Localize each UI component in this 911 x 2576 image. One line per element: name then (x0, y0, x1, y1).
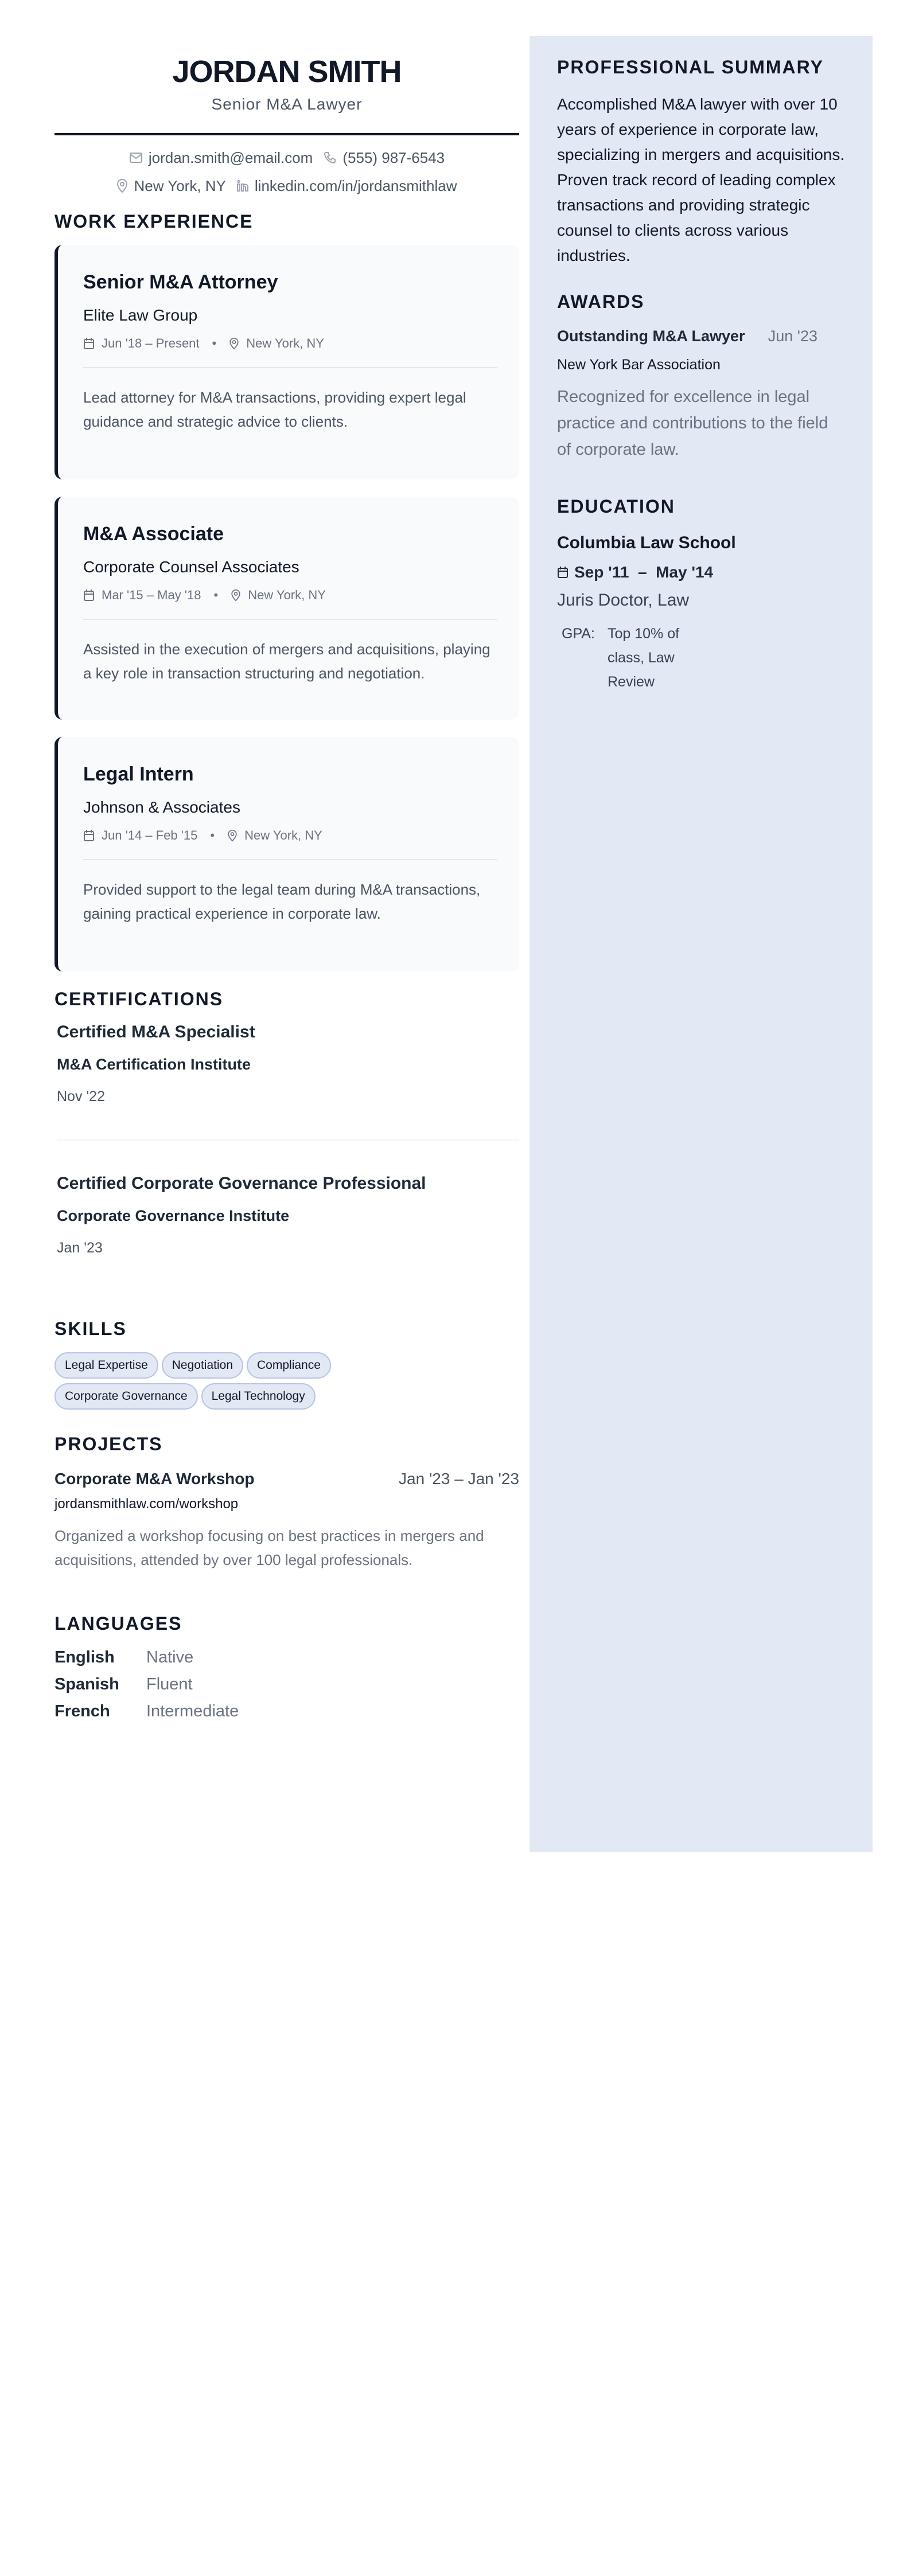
skill-chip: Corporate Governance (54, 1383, 198, 1410)
email-text: jordan.smith@email.com (148, 149, 313, 166)
gpa-label: GPA: (562, 626, 595, 642)
location-pin-icon (231, 589, 241, 602)
resume-header (54, 53, 519, 195)
award-description: Recognized for excellence in legal practice and contributions to the field of corporate law. (557, 388, 828, 459)
project-name: Corporate M&A Workshop (54, 1469, 255, 1488)
certification-item (54, 1022, 519, 1105)
project-link[interactable]: jordansmithlaw.com/workshop (54, 1496, 239, 1512)
linkedin-text: linkedin.com/in/jordansmithlaw (254, 177, 457, 194)
separator-dot: • (210, 828, 215, 842)
job-title: Legal Intern (83, 763, 194, 785)
company-name: Elite Law Group (83, 306, 198, 324)
separator-dot: • (213, 587, 219, 602)
job-location: New York, NY (248, 587, 326, 602)
calendar-icon (83, 589, 95, 602)
work-card (54, 497, 519, 720)
school-name: Columbia Law School (557, 533, 736, 552)
job-dates: Mar '15 – May '18 (102, 587, 201, 602)
education-dates-row (557, 563, 845, 581)
summary-heading: PROFESSIONAL SUMMARY (557, 57, 824, 77)
award-item (557, 327, 845, 463)
calendar-icon (83, 337, 95, 350)
separator-dot: • (212, 335, 217, 350)
main-column (54, 36, 519, 1729)
card-divider (83, 619, 497, 620)
language-row (54, 1648, 519, 1667)
location-pin-icon (227, 829, 238, 842)
location-pin-icon (116, 178, 128, 193)
skills-heading: SKILLS (54, 1318, 127, 1339)
languages-heading: LANGUAGES (54, 1613, 182, 1634)
job-meta (83, 828, 497, 843)
card-divider (83, 367, 497, 368)
job-title: M&A Associate (83, 522, 224, 545)
award-name: Outstanding M&A Lawyer (557, 327, 745, 345)
candidate-name: JORDAN SMITH (172, 54, 402, 89)
language-level: Intermediate (146, 1701, 239, 1720)
mail-icon (129, 151, 143, 164)
summary-text: Accomplished M&A lawyer with over 10 years of experience in corporate law, specializing in mergers and acquisitions. Proven track record of leading complex transactions and providing strategic counsel to clients across various industries. (557, 95, 845, 264)
location-text: New York, NY (134, 177, 226, 194)
contact-location (116, 177, 225, 195)
project-dates: Jan '23 – Jan '23 (399, 1469, 519, 1488)
language-name: French (54, 1701, 110, 1720)
certification-issuer: M&A Certification Institute (57, 1055, 251, 1073)
company-name: Corporate Counsel Associates (83, 557, 299, 576)
job-dates: Jun '14 – Feb '15 (102, 828, 198, 842)
job-dates: Jun '18 – Present (102, 335, 200, 350)
job-title: Senior M&A Attorney (83, 271, 278, 293)
linkedin-icon (236, 179, 249, 192)
award-issuer: New York Bar Association (557, 357, 721, 373)
skills-list (54, 1352, 376, 1410)
skill-chip: Compliance (247, 1352, 331, 1379)
certification-issuer: Corporate Governance Institute (57, 1207, 290, 1224)
candidate-headline: Senior M&A Lawyer (211, 95, 363, 113)
awards-heading: AWARDS (557, 291, 645, 312)
job-description: Provided support to the legal team during M&A transactions, gaining practical experience in corporate law. (83, 880, 481, 922)
certification-item (54, 1174, 519, 1256)
language-name: English (54, 1648, 115, 1666)
contact-email[interactable] (129, 149, 313, 167)
job-meta (83, 336, 497, 351)
project-description: Organized a workshop focusing on best practices in mergers and acquisitions, attended by over 100 legal professionals. (54, 1527, 484, 1568)
calendar-icon (557, 566, 569, 579)
location-pin-icon (229, 337, 239, 350)
language-row (54, 1702, 519, 1721)
work-card (54, 245, 519, 479)
degree: Juris Doctor, Law (557, 591, 690, 610)
card-divider (83, 859, 497, 860)
award-header (557, 327, 845, 345)
skill-chip: Negotiation (162, 1352, 243, 1379)
certification-date: Jan '23 (57, 1239, 103, 1256)
language-name: Spanish (54, 1675, 119, 1693)
projects-heading: PROJECTS (54, 1433, 163, 1454)
project-header (54, 1470, 519, 1488)
company-name: Johnson & Associates (83, 798, 240, 816)
calendar-icon (83, 829, 95, 842)
certification-date: Nov '22 (57, 1088, 105, 1104)
contact-linkedin[interactable] (236, 177, 457, 195)
award-date: Jun '23 (768, 327, 817, 345)
education-dates: Sep '11 – May '14 (574, 563, 714, 581)
language-level: Native (146, 1648, 194, 1666)
contact-phone[interactable] (323, 149, 445, 167)
contact-row-2 (54, 177, 519, 195)
project-item (54, 1470, 519, 1572)
job-meta (83, 588, 497, 603)
certification-divider (57, 1139, 519, 1141)
skill-chip: Legal Technology (201, 1383, 316, 1410)
contact-row-1 (54, 149, 519, 167)
phone-icon (323, 151, 337, 165)
gpa-row (557, 622, 845, 694)
language-row (54, 1675, 519, 1694)
certification-name: Certified M&A Specialist (57, 1022, 255, 1041)
header-divider (54, 133, 519, 135)
job-description: Assisted in the execution of mergers and acquisitions, playing a key role in transaction structuring and negotiation. (83, 640, 490, 682)
sidebar (530, 36, 873, 1852)
skill-chip: Legal Expertise (54, 1352, 158, 1379)
job-location: New York, NY (244, 828, 322, 842)
language-level: Fluent (146, 1675, 193, 1693)
education-heading: EDUCATION (557, 496, 675, 517)
phone-text: (555) 987-6543 (342, 149, 445, 166)
work-card (54, 737, 519, 971)
work-experience-heading: WORK EXPERIENCE (54, 210, 254, 232)
job-location: New York, NY (246, 335, 324, 350)
certifications-heading: CERTIFICATIONS (54, 988, 224, 1009)
job-description: Lead attorney for M&A transactions, providing expert legal guidance and strategic advice to clients. (83, 388, 466, 430)
education-item (557, 533, 845, 694)
certification-name: Certified Corporate Governance Professional (57, 1173, 426, 1193)
gpa-value: Top 10% of class, Law Review (608, 626, 680, 690)
